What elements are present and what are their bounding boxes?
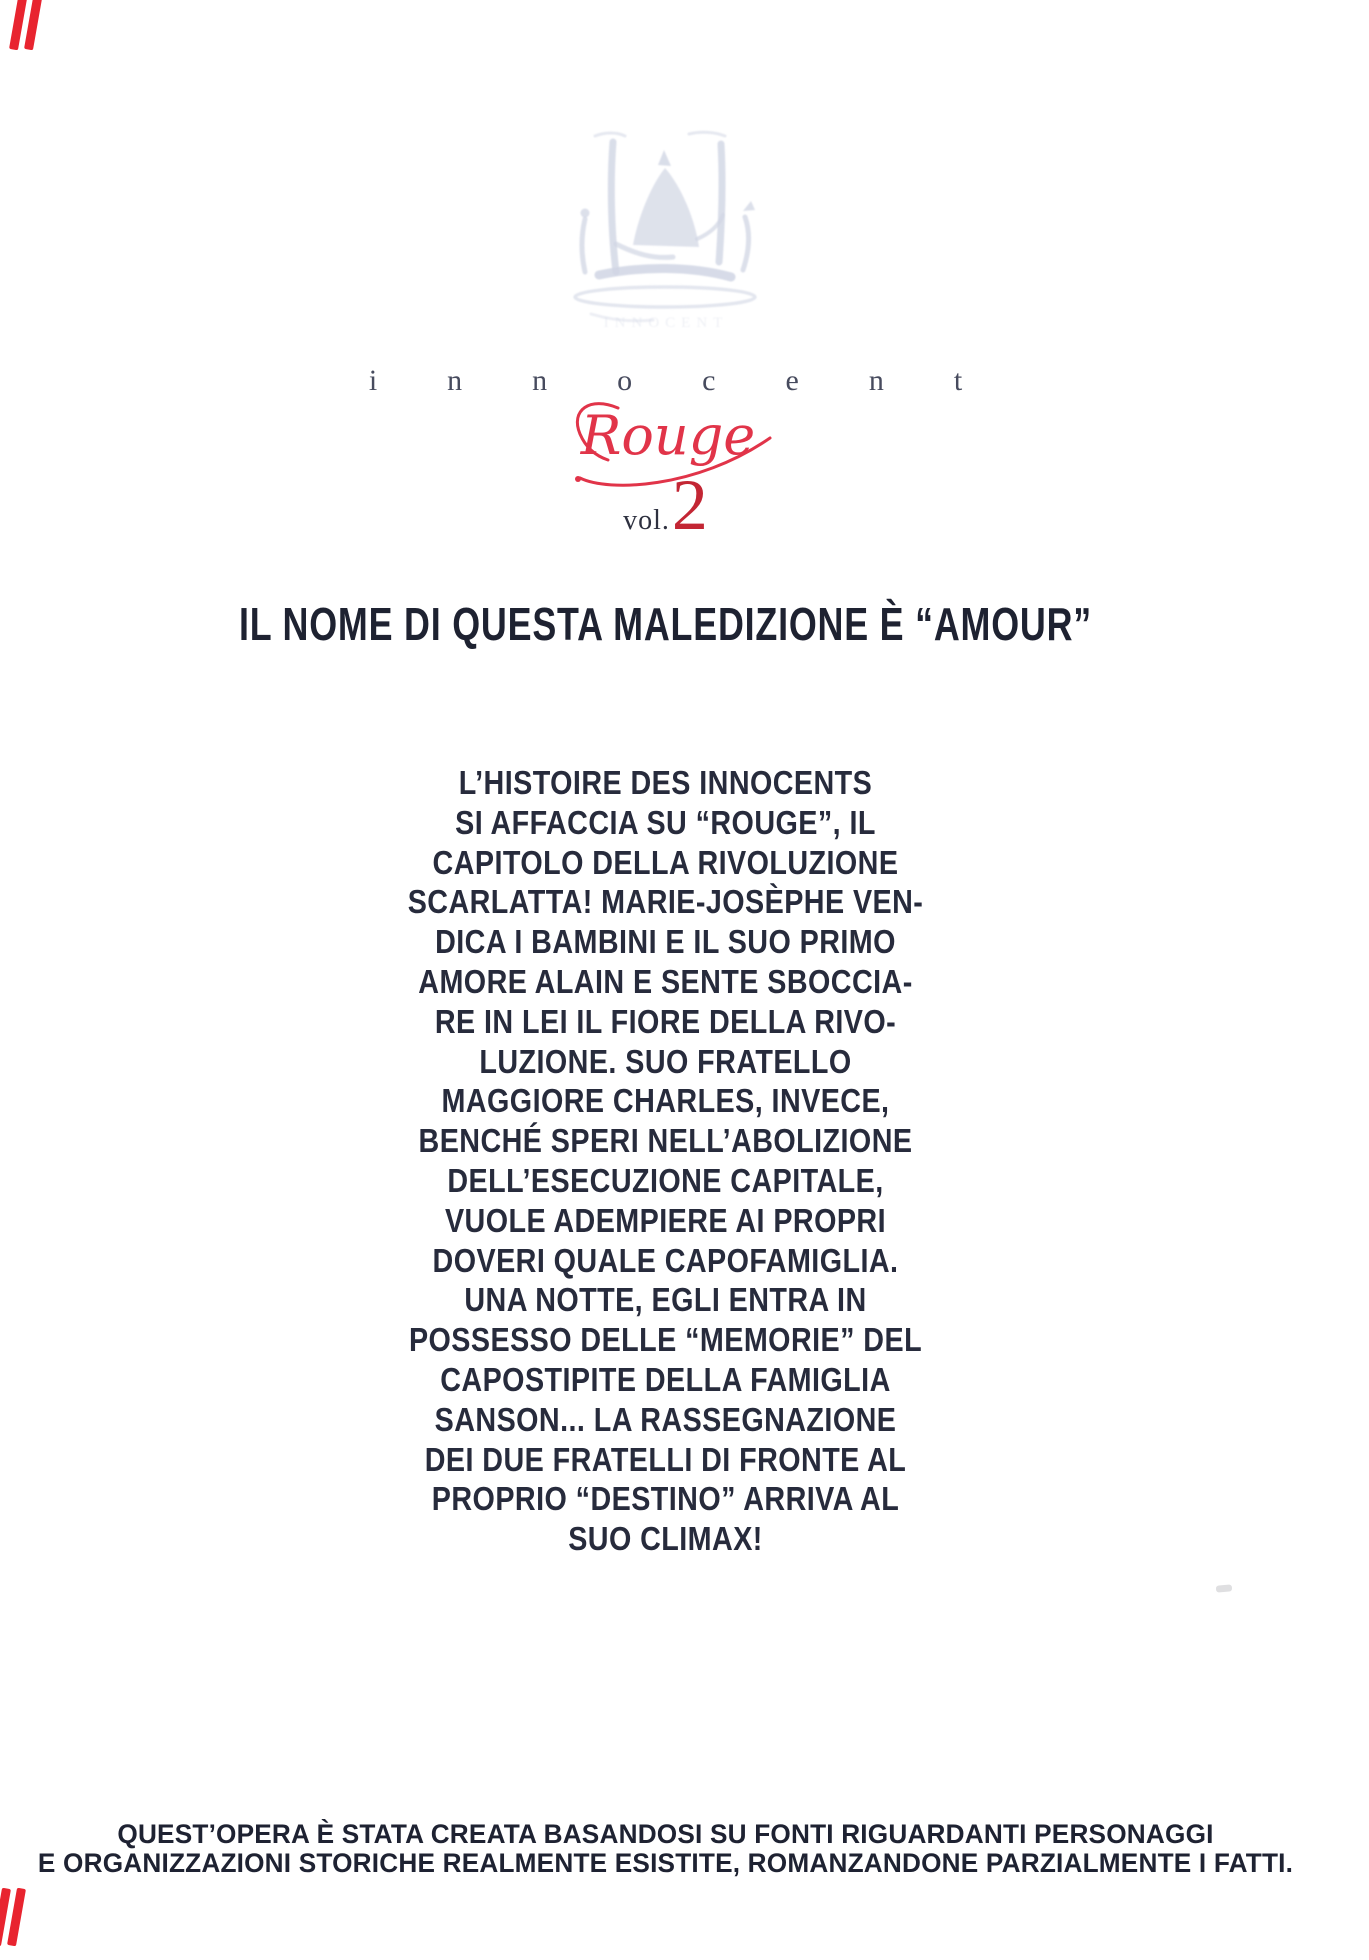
synopsis-line: VUOLE ADEMPIERE AI PROPRI [444, 1201, 887, 1239]
series-letter: n [868, 364, 884, 397]
synopsis [87, 763, 1245, 1559]
synopsis-line: AMORE ALAIN E SENTE SBOCCIA- [418, 962, 913, 1000]
synopsis-line: SI AFFACCIA SU “ROUGE”, IL [455, 803, 876, 841]
synopsis-line: SCARLATTA! MARIE-JOSÈPHE VEN- [407, 883, 924, 921]
volume-label [0, 465, 1331, 562]
synopsis-line: DELL’ESECUZIONE CAPITALE, [447, 1161, 884, 1199]
synopsis-line: DEI DUE FRATELLI DI FRONTE AL [424, 1440, 907, 1478]
volume-prefix: vol. [623, 505, 670, 536]
footer-line: QUEST’OPERA È STATA CREATA BASANDOSI SU FONTI RIGUARDANTI PERSONAGGI [117, 1819, 1214, 1849]
synopsis-line: SANSON... LA RASSEGNAZIONE [434, 1400, 897, 1438]
synopsis-line: PROPRIO “DESTINO” ARRIVA AL [431, 1480, 900, 1518]
series-letter: c [702, 364, 716, 397]
synopsis-line: CAPOSTIPITE DELLA FAMIGLIA [440, 1360, 891, 1398]
synopsis-line: LUZIONE. SUO FRATELLO [479, 1042, 852, 1080]
synopsis-line: POSSESSO DELLE “MEMORIE” DEL [408, 1321, 923, 1359]
volume-number: 2 [671, 465, 708, 545]
series-letter: n [532, 364, 548, 397]
synopsis-line: DICA I BAMBINI E IL SUO PRIMO [435, 923, 896, 961]
series-letter: i [368, 364, 378, 397]
footer-disclaimer [20, 1820, 1311, 1877]
guillotine-emblem-icon [0, 126, 1331, 336]
synopsis-line: BENCHÉ SPERI NELL’ABOLIZIONE [418, 1122, 913, 1160]
series-script-text: Rouge [580, 404, 755, 467]
series-letter: o [617, 364, 633, 397]
synopsis-line: DOVERI QUALE CAPOFAMIGLIA. [432, 1241, 899, 1279]
synopsis-line: SUO CLIMAX! [568, 1520, 763, 1558]
red-mark-stroke [24, 0, 43, 50]
synopsis-line: CAPITOLO DELLA RIVOLUZIONE [432, 843, 899, 881]
series-letter: e [785, 364, 799, 397]
synopsis-line: UNA NOTTE, EGLI ENTRA IN [464, 1281, 867, 1319]
series-letter: t [953, 364, 963, 397]
red-mark-stroke [7, 1888, 26, 1947]
synopsis-line: RE IN LEI IL FIORE DELLA RIVO- [434, 1002, 897, 1040]
corner-mark-bottom-left [0, 1888, 37, 1950]
page-title: IL NOME DI QUESTA MALEDIZIONE È “AMOUR” [238, 598, 1093, 650]
page-edge-dash [1216, 1584, 1233, 1592]
synopsis-line: MAGGIORE CHARLES, INVECE, [441, 1082, 890, 1120]
synopsis-line: L’HISTOIRE DES INNOCENTS [458, 764, 873, 801]
footer-line: E ORGANIZZAZIONI STORICHE REALMENTE ESISTITE, ROMANZANDONE PARZIALMENTE I FATTI. [37, 1847, 1294, 1878]
corner-mark-top-left [14, 0, 54, 54]
series-letter: n [447, 364, 463, 397]
svg-text:INNOCENT: INNOCENT [603, 315, 728, 331]
